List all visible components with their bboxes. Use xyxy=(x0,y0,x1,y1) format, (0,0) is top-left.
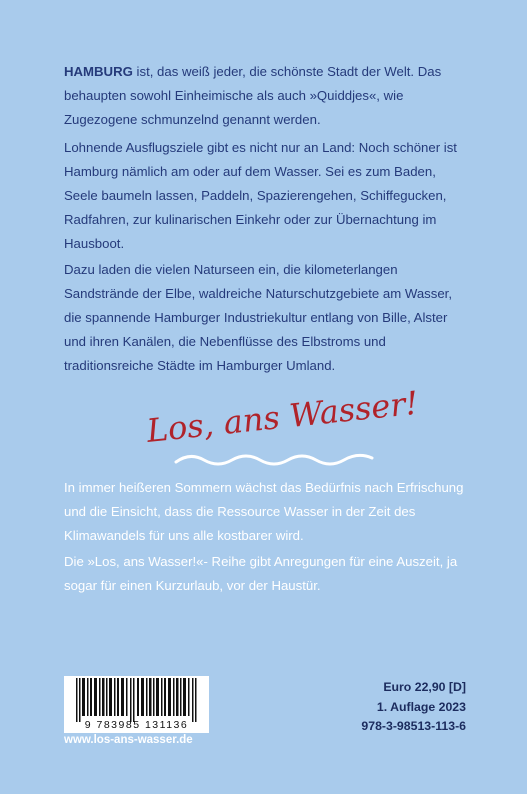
intro-paragraph-2: Lohnende Ausflugsziele gibt es nicht nur an Land: Noch schöner ist Hamburg nämlich am oder auf dem Wasser. Sei es zum Baden, Seele baumeln lassen, Paddeln, Spazierengehen, Schiffegucken, Radfahren, zur kulinarischen Einkehr oder zur Übernachtung im Hausboot. xyxy=(64,140,457,251)
intro-paragraph-1-text: ist, das weiß jeder, die schönste Stadt der Welt. Das behaupten sowohl Einheimische als auch »Quiddjes«, wie Zugezogene schmunzelnd genannt werden. xyxy=(64,64,442,127)
intro-lead-word: HAMBURG xyxy=(64,64,133,79)
slogan-text: Los, ans Wasser! xyxy=(144,383,421,450)
slogan-graphic xyxy=(144,383,421,470)
intro-paragraph-1 xyxy=(64,60,468,132)
intro-paragraph-3: Dazu laden die vielen Naturseen ein, die kilometerlangen Sandstrände der Elbe, waldreiche Naturschutzgebiete am Wasser, die spannende Hamburger Industriekultur entlang von Bille, Alster und ihren Kanälen, die Nebenflüsse des Elbstroms und traditionsreiche Städte im Hamburger Umland. xyxy=(64,262,453,373)
series-paragraph-2: Die »Los, ans Wasser!«- Reihe gibt Anregungen für eine Auszeit, ja sogar für einen Kurzurlaub, vor der Haustür. xyxy=(64,554,458,593)
barcode xyxy=(64,676,209,733)
edition-label: 1. Auflage 2023 xyxy=(376,699,466,714)
wave-icon xyxy=(176,455,372,464)
isbn-label: 978-3-98513-113-6 xyxy=(361,719,466,733)
imprint-block xyxy=(361,678,466,737)
price-label: Euro 22,90 [D] xyxy=(383,680,466,694)
series-paragraph-1: In immer heißeren Sommern wächst das Bedürfnis nach Erfrischung und die Einsicht, dass die Ressource Wasser in der Zeit des Klimawandels für uns alle kostbarer wird. xyxy=(64,480,464,543)
website-link[interactable]: www.los-ans-wasser.de xyxy=(64,734,193,746)
barcode-bars-icon xyxy=(64,678,209,722)
barcode-number: 9 783985 131136 xyxy=(84,719,189,731)
